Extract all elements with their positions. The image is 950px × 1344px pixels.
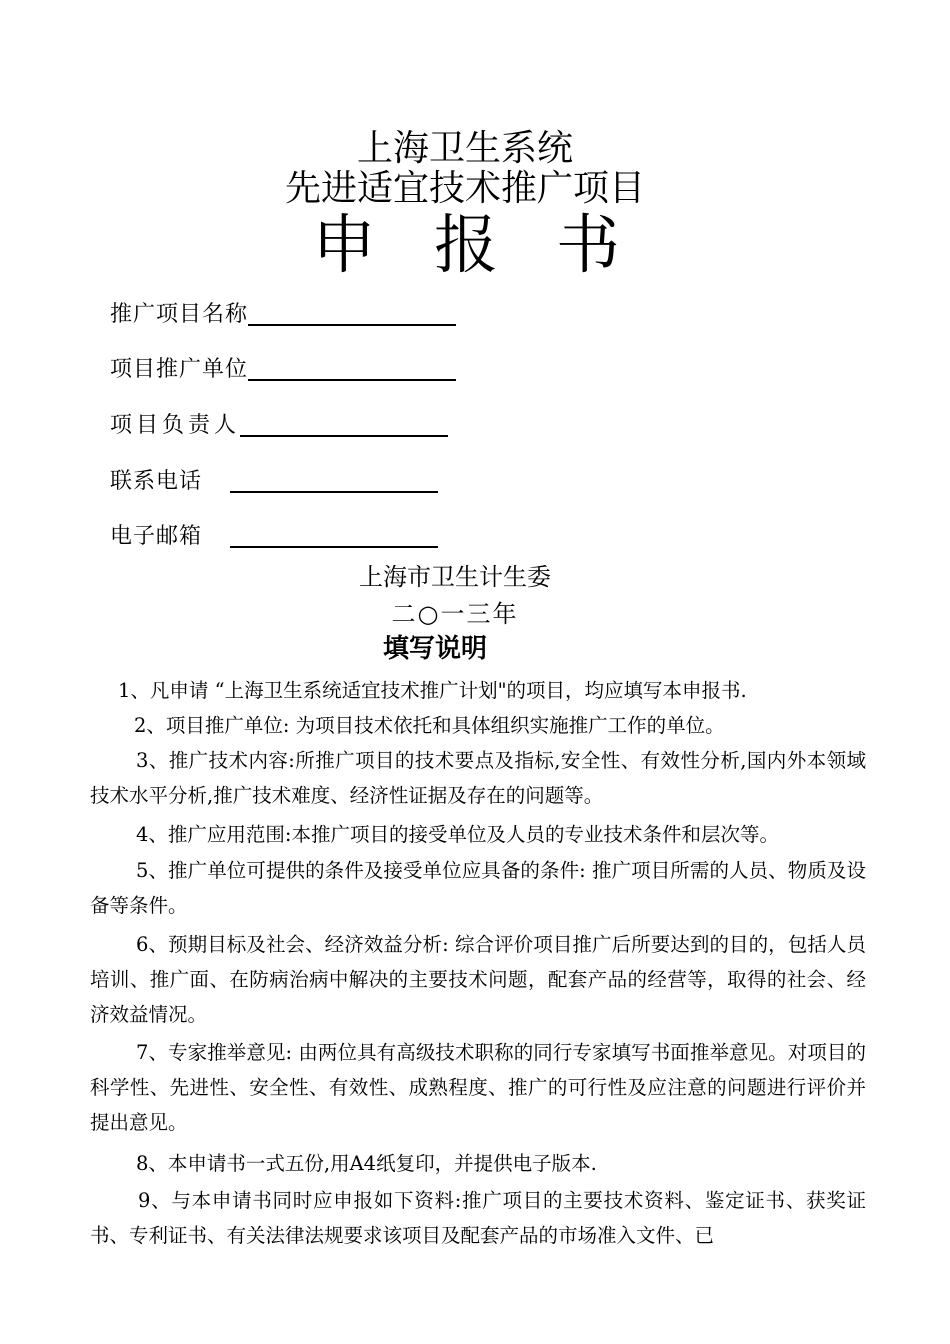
blank-line xyxy=(248,353,456,381)
field-email xyxy=(110,520,438,554)
instruction-item: 9、与本申请书同时应申报如下资料:推广项目的主要技术资料、鉴定证书、获奖证书、专利证书、有关法律法规要求该项目及配套产品的市场准入文件、已 xyxy=(90,1189,866,1247)
title-project-type: 先进适宜技术推广项目 xyxy=(284,168,645,209)
instruction-item: 5、推广单位可提供的条件及接受单位应具备的条件: 推广项目所需的人员、物质及设备等条件。 xyxy=(90,859,866,917)
instruction-item: 6、预期目标及社会、经济效益分析: 综合评价项目推广后所要达到的目的，包括人员培训、推广面、在防病治病中解决的主要技术问题，配套产品的经营等，取得的社会、经济效益情况。 xyxy=(90,933,866,1026)
field-label: 电子邮箱 xyxy=(110,524,203,549)
title-system: 上海卫生系统 xyxy=(356,128,573,169)
blank-line xyxy=(240,409,448,437)
instruction-item: 2、项目推广单位: 为项目技术依托和具体组织实施推广工作的单位。 xyxy=(134,714,725,737)
instructions-title: 填写说明 xyxy=(382,634,487,664)
field-label: 推广项目名称 xyxy=(110,302,249,327)
issuer-name: 上海市卫生计生委 xyxy=(359,563,551,591)
field-label: 项目推广单位 xyxy=(110,357,249,382)
blank-line xyxy=(248,298,456,326)
instruction-item: 4、推广应用范围:本推广项目的接受单位及人员的专业技术条件和层次等。 xyxy=(136,823,779,846)
instruction-item: 7、专家推举意见: 由两位具有高级技术职称的同行专家填写书面推举意见。对项目的科学性、先进性、安全性、有效性、成熟程度、推广的可行性及应注意的问题进行评价并提出意见。 xyxy=(90,1041,866,1134)
instruction-item: 1、凡申请 “上海卫生系统适宜技术推广计划"的项目，均应填写本申报书. xyxy=(118,679,747,702)
field-project-name xyxy=(110,298,456,332)
issue-year: 二○一三年 xyxy=(391,600,519,628)
blank-line xyxy=(230,465,438,493)
blank-line xyxy=(230,520,438,548)
field-leader xyxy=(110,409,448,443)
instruction-item: 8、本申请书一式五份,用A4纸复印，并提供电子版本. xyxy=(136,1152,597,1175)
title-application: 申报书 xyxy=(312,209,678,283)
field-phone xyxy=(110,465,438,499)
field-label: 联系电话 xyxy=(110,469,203,494)
field-promo-unit xyxy=(110,353,456,387)
instruction-item: 3、推广技术内容:所推广项目的技术要点及指标,安全性、有效性分析,国内外本领域技术水平分析,推广技术难度、经济性证据及存在的问题等。 xyxy=(90,749,866,807)
field-label: 项目负责人 xyxy=(110,413,241,438)
